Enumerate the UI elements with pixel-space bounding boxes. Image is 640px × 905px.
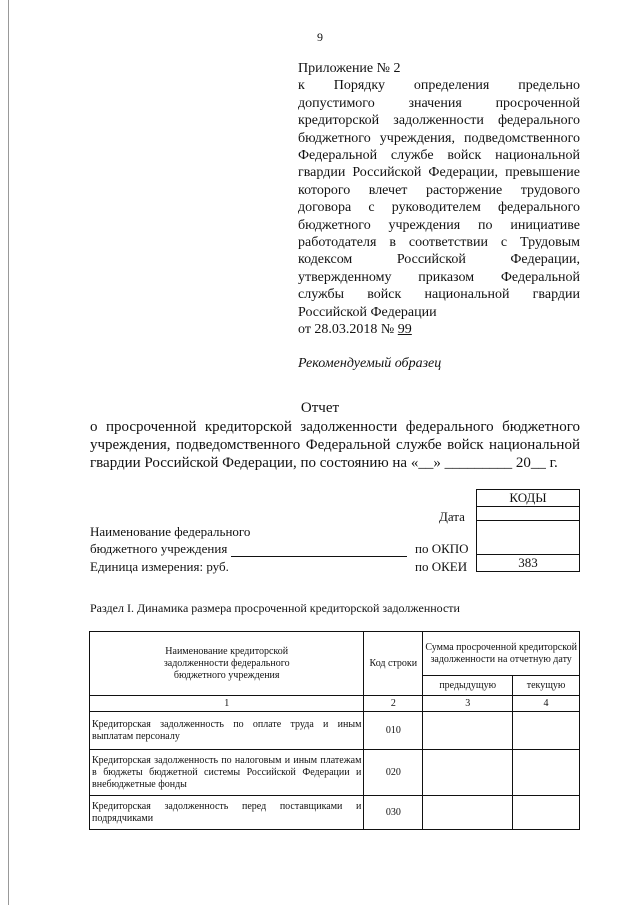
- unit-label: Единица измерения: руб.: [90, 559, 229, 574]
- header-current: текущую: [513, 676, 580, 696]
- row-code: 030: [364, 796, 423, 830]
- okei-label: по ОКЕИ: [415, 559, 468, 574]
- row-name: Кредиторская задолженность по оплате труда и иным выплатам персоналу: [90, 712, 364, 750]
- appendix-text: [298, 77, 580, 303]
- table-row: [90, 796, 580, 830]
- appendix-line: которого влечет расторжение трудового: [298, 182, 580, 198]
- row-code: 010: [364, 712, 423, 750]
- appendix-line: бюджетного учреждения, подведомственного: [298, 130, 580, 146]
- order-number: 99: [397, 322, 412, 338]
- appendix-line: договора с руководителем федерального: [298, 200, 580, 216]
- column-number-4: 4: [513, 696, 580, 712]
- row-current: [513, 712, 580, 750]
- appendix-block: [298, 60, 580, 339]
- column-number-1: 1: [90, 696, 364, 712]
- column-number-2: 2: [364, 696, 423, 712]
- appendix-line: утвержденному приказом Федеральной: [298, 269, 580, 285]
- appendix-last-line: Российской Федерации: [298, 304, 437, 320]
- header-previous: предыдущую: [423, 676, 513, 696]
- section-title: Раздел I. Динамика размера просроченной кредиторской задолженности: [90, 601, 460, 615]
- row-current: [513, 796, 580, 830]
- report-subtitle: о просроченной кредиторской задолженности федерального бюджетного учреждения, подведомственного Федеральной службе войск национальной гвардии Российской Федерации, по состоянию на «__» _________ 20__ г.: [90, 419, 580, 471]
- row-previous: [423, 796, 513, 830]
- appendix-line: допустимого значения просроченной: [298, 95, 580, 111]
- date-code-cell: [477, 507, 580, 521]
- appendix-line: гвардии Российской Федерации, превышение: [298, 165, 580, 181]
- appendix-line: работодателя в соответствии с Трудовым: [298, 235, 580, 251]
- appendix-line: службы войск национальной гвардии: [298, 287, 580, 303]
- table-row: [90, 712, 580, 750]
- codes-table: [476, 489, 580, 572]
- row-previous: [423, 712, 513, 750]
- okpo-label: по ОКПО: [415, 541, 469, 556]
- order-date: от 28.03.2018 №: [298, 322, 398, 338]
- header-code: Код строки: [364, 632, 423, 696]
- header-name: Наименование кредиторской задолженности федерального бюджетного учреждения: [90, 632, 364, 696]
- institution-name-label-2: бюджетного учреждения: [90, 541, 228, 556]
- row-name: Кредиторская задолженность перед поставщиками и подрядчиками: [90, 796, 364, 830]
- debt-table: [89, 631, 580, 830]
- appendix-order: [298, 321, 580, 338]
- appendix-line: кодексом Российской Федерации,: [298, 252, 580, 268]
- appendix-title: Приложение № 2: [298, 61, 401, 76]
- okpo-code-cell: [477, 521, 580, 555]
- scan-edge-line: [8, 0, 9, 905]
- institution-name-blank: [231, 544, 407, 557]
- institution-name-row: [90, 541, 407, 557]
- row-previous: [423, 750, 513, 796]
- column-number-3: 3: [423, 696, 513, 712]
- okei-code-cell: 383: [477, 555, 580, 572]
- appendix-line: бюджетного учреждения по инициативе: [298, 217, 580, 233]
- row-name: Кредиторская задолженность по налоговым и иным платежам в бюджеты бюджетной системы Российской Федерации и внебюджетные фонды: [90, 750, 364, 796]
- sample-label: Рекомендуемый образец: [298, 356, 442, 371]
- table-row: [90, 750, 580, 796]
- date-label: Дата: [439, 509, 465, 524]
- codes-header: КОДЫ: [477, 490, 580, 507]
- row-current: [513, 750, 580, 796]
- header-sum: Сумма просроченной кредиторской задолженности на отчетную дату: [423, 632, 580, 676]
- institution-name-label-1: Наименование федерального: [90, 524, 251, 539]
- appendix-line: кредиторской задолженности федерального: [298, 113, 580, 129]
- appendix-line: к Порядку определения предельно: [298, 78, 580, 94]
- appendix-line: Федеральной службе войск национальной: [298, 148, 580, 164]
- page-number: 9: [317, 30, 323, 44]
- report-title: Отчет: [300, 400, 340, 416]
- row-code: 020: [364, 750, 423, 796]
